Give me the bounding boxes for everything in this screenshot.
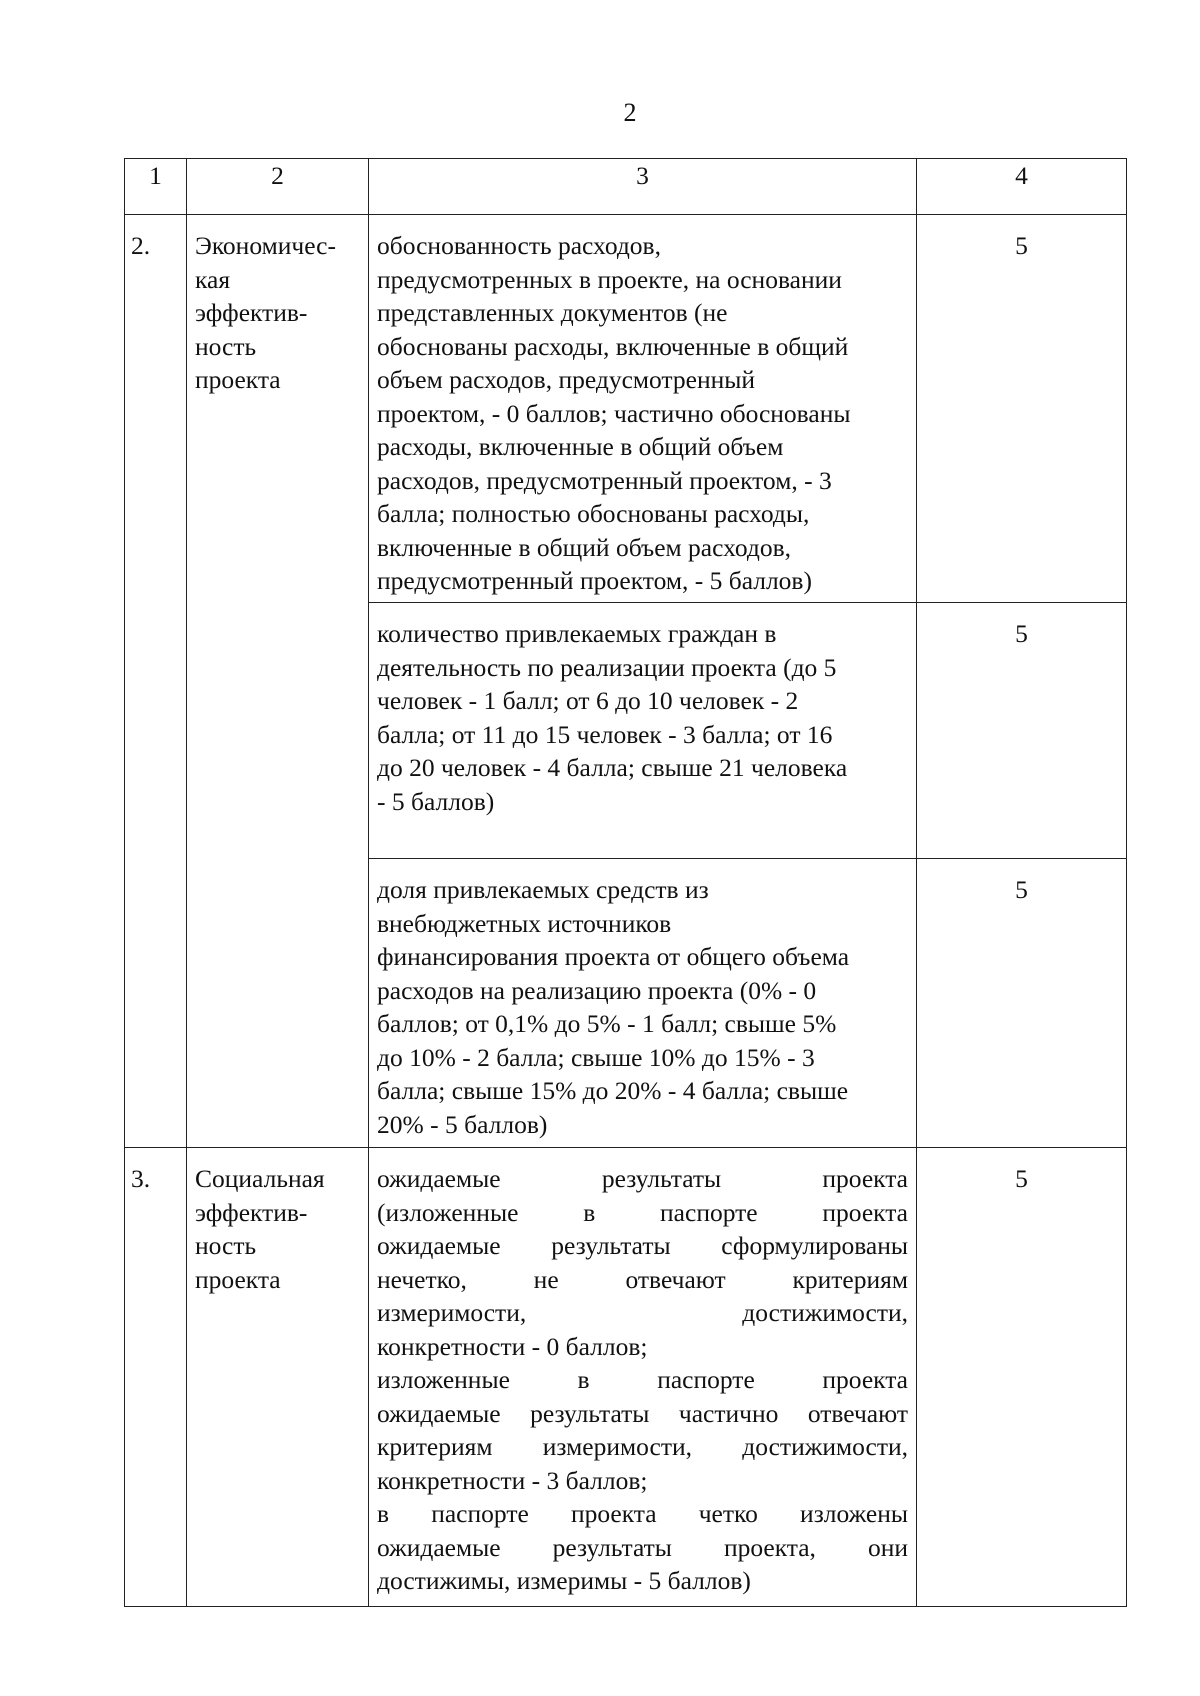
desc-line: расходы, включенные в общий объем xyxy=(377,432,784,461)
criterion-name-line: проекта xyxy=(195,365,281,394)
desc-line: доля привлекаемых средств из xyxy=(377,875,709,904)
criterion-name-line: эффектив- xyxy=(195,298,308,327)
desc-line: балла; от 11 до 15 человек - 3 балла; от 16 xyxy=(377,719,833,749)
table-row xyxy=(125,1148,1127,1607)
indicator-score: 5 xyxy=(917,603,1127,859)
desc-line: 20% - 5 баллов) xyxy=(377,1109,548,1139)
criterion-name-line: проекта xyxy=(195,1264,281,1294)
desc-line: изложенные в паспорте проекта xyxy=(377,1365,908,1394)
desc-line: ожидаемые результаты частично отвечают xyxy=(377,1398,908,1428)
indicator-score: 5 xyxy=(917,1148,1127,1607)
header-col-4: 4 xyxy=(917,159,1127,215)
criterion-number: 2. xyxy=(125,215,187,1148)
desc-line: объем расходов, предусмотренный xyxy=(377,365,756,394)
indicator-score: 5 xyxy=(917,859,1127,1148)
desc-line: количество привлекаемых граждан в xyxy=(377,619,777,648)
desc-line: конкретности - 0 баллов; xyxy=(377,1331,648,1361)
desc-line: расходов, предусмотренный проектом, - 3 xyxy=(377,465,832,495)
indicator-description xyxy=(369,215,917,603)
indicator-description xyxy=(369,859,917,1148)
desc-line: в паспорте проекта четко изложены xyxy=(377,1499,908,1528)
desc-line: финансирования проекта от общего объема xyxy=(377,942,850,971)
desc-line: нечетко, не отвечают критериям xyxy=(377,1264,908,1294)
criterion-name-line: ность xyxy=(195,331,257,361)
desc-line: ожидаемые результаты проекта xyxy=(377,1164,908,1193)
desc-line: проектом, - 0 баллов; частично обоснованы xyxy=(377,398,851,428)
table-header-row xyxy=(125,159,1127,215)
page-number: 2 xyxy=(623,98,637,127)
indicator-description xyxy=(369,1148,917,1607)
header-col-2: 2 xyxy=(187,159,369,215)
indicator-score: 5 xyxy=(917,215,1127,603)
criterion-name-line: Социальная xyxy=(195,1164,325,1193)
desc-line: ожидаемые результаты проекта, они xyxy=(377,1532,908,1562)
indicator-description xyxy=(369,603,917,859)
desc-line: до 10% - 2 балла; свыше 10% до 15% - 3 xyxy=(377,1042,815,1072)
desc-line: балла; полностью обоснованы расходы, xyxy=(377,499,810,528)
desc-line: обоснованы расходы, включенные в общий xyxy=(377,331,849,361)
desc-line: баллов; от 0,1% до 5% - 1 балл; свыше 5% xyxy=(377,1009,837,1038)
criterion-number: 3. xyxy=(125,1148,187,1607)
desc-line: предусмотренный проектом, - 5 баллов) xyxy=(377,566,812,595)
header-col-3: 3 xyxy=(369,159,917,215)
criteria-table xyxy=(124,158,1127,1607)
desc-line: конкретности - 3 баллов; xyxy=(377,1465,648,1495)
desc-line: измеримости, достижимости, xyxy=(377,1298,908,1327)
desc-line: достижимы, измеримы - 5 баллов) xyxy=(377,1566,751,1595)
table-row xyxy=(125,215,1127,603)
desc-line: критериям измеримости, достижимости, xyxy=(377,1432,908,1461)
criterion-name-line: эффектив- xyxy=(195,1197,308,1227)
criterion-name xyxy=(187,215,369,1148)
desc-line: деятельность по реализации проекта (до 5 xyxy=(377,652,837,682)
desc-line: человек - 1 балл; от 6 до 10 человек - 2 xyxy=(377,686,799,715)
criterion-name xyxy=(187,1148,369,1607)
header-col-1: 1 xyxy=(125,159,187,215)
desc-line: включенные в общий объем расходов, xyxy=(377,532,792,562)
desc-line: обоснованность расходов, xyxy=(377,231,661,260)
desc-line: ожидаемые результаты сформулированы xyxy=(377,1231,908,1260)
criterion-name-line: кая xyxy=(195,264,231,294)
desc-line: предусмотренных в проекте, на основании xyxy=(377,264,842,294)
desc-line: до 20 человек - 4 балла; свыше 21 человека xyxy=(377,753,848,782)
criterion-name-line: ность xyxy=(195,1231,257,1260)
desc-line: (изложенные в паспорте проекта xyxy=(377,1197,908,1227)
desc-line: балла; свыше 15% до 20% - 4 балла; свыше xyxy=(377,1076,849,1105)
desc-line: расходов на реализацию проекта (0% - 0 xyxy=(377,975,817,1005)
desc-line: внебюджетных источников xyxy=(377,908,672,938)
criterion-name-line: Экономичес- xyxy=(195,231,336,260)
desc-line: представленных документов (не xyxy=(377,298,728,327)
desc-line: - 5 баллов) xyxy=(377,786,495,816)
